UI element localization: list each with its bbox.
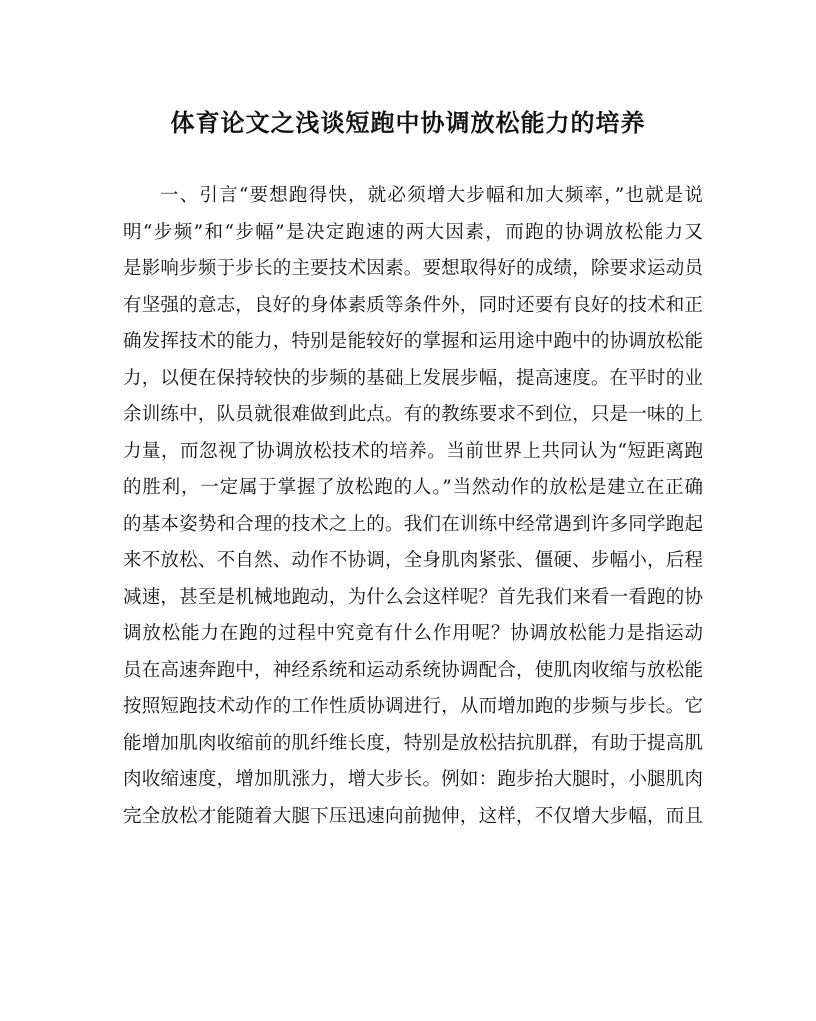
paragraph-line: 确发挥技术的能力，特别是能较好的掌握和运用途中跑中的协调放松能 bbox=[123, 331, 703, 352]
document-title: 体育论文之浅谈短跑中协调放松能力的培养 bbox=[170, 108, 646, 137]
paragraph-line: 一、引言“要想跑得快，就必须增大步幅和加大频率，”也就是说 bbox=[160, 185, 703, 206]
paragraph-line: 按照短跑技术动作的工作性质协调进行，从而增加跑的步频与步长。它 bbox=[123, 696, 703, 717]
paragraph-line: 明“步频”和“步幅”是决定跑速的两大因素，而跑的协调放松能力又 bbox=[123, 221, 703, 243]
paragraph-line: 有坚强的意志，良好的身体素质等条件外，同时还要有良好的技术和正 bbox=[123, 294, 703, 316]
paragraph-line: 是影响步频于步长的主要技术因素。要想取得好的成绩，除要求运动员 bbox=[123, 258, 703, 279]
paragraph-line: 力量，而忽视了协调放松技术的培养。当前世界上共同认为“短距离跑 bbox=[123, 440, 703, 462]
paragraph-line: 能增加肌肉收缩前的肌纤维长度，特别是放松拮抗肌群，有助于提高肌 bbox=[123, 732, 703, 754]
paragraph-line: 肉收缩速度，增加肌涨力，增大步长。例如：跑步抬大腿时，小腿肌肉 bbox=[123, 769, 703, 790]
paragraph-line: 的胜利，一定属于掌握了放松跑的人。”当然动作的放松是建立在正确 bbox=[123, 477, 703, 498]
paragraph-line: 力，以便在保持较快的步频的基础上发展步幅，提高速度。在平时的业 bbox=[123, 367, 703, 389]
paragraph-line: 来不放松、不自然、动作不协调，全身肌肉紧张、僵硬、步幅小，后程 bbox=[123, 550, 703, 571]
document-body bbox=[123, 178, 703, 835]
paragraph-line: 完全放松才能随着大腿下压迅速向前抛伸，这样，不仅增大步幅，而且 bbox=[123, 805, 703, 827]
paragraph-line: 调放松能力在跑的过程中究竟有什么作用呢？协调放松能力是指运动 bbox=[123, 623, 703, 644]
paragraph-line: 的基本姿势和合理的技术之上的。我们在训练中经常遇到许多同学跑起 bbox=[123, 513, 703, 535]
paragraph-line: 减速，甚至是机械地跑动，为什么会这样呢？首先我们来看一看跑的协 bbox=[123, 586, 703, 608]
paragraph-line: 员在高速奔跑中，神经系统和运动系统协调配合，使肌肉收缩与放松能 bbox=[123, 659, 703, 681]
paragraph-line: 余训练中，队员就很难做到此点。有的教练要求不到位，只是一味的上 bbox=[123, 404, 703, 425]
